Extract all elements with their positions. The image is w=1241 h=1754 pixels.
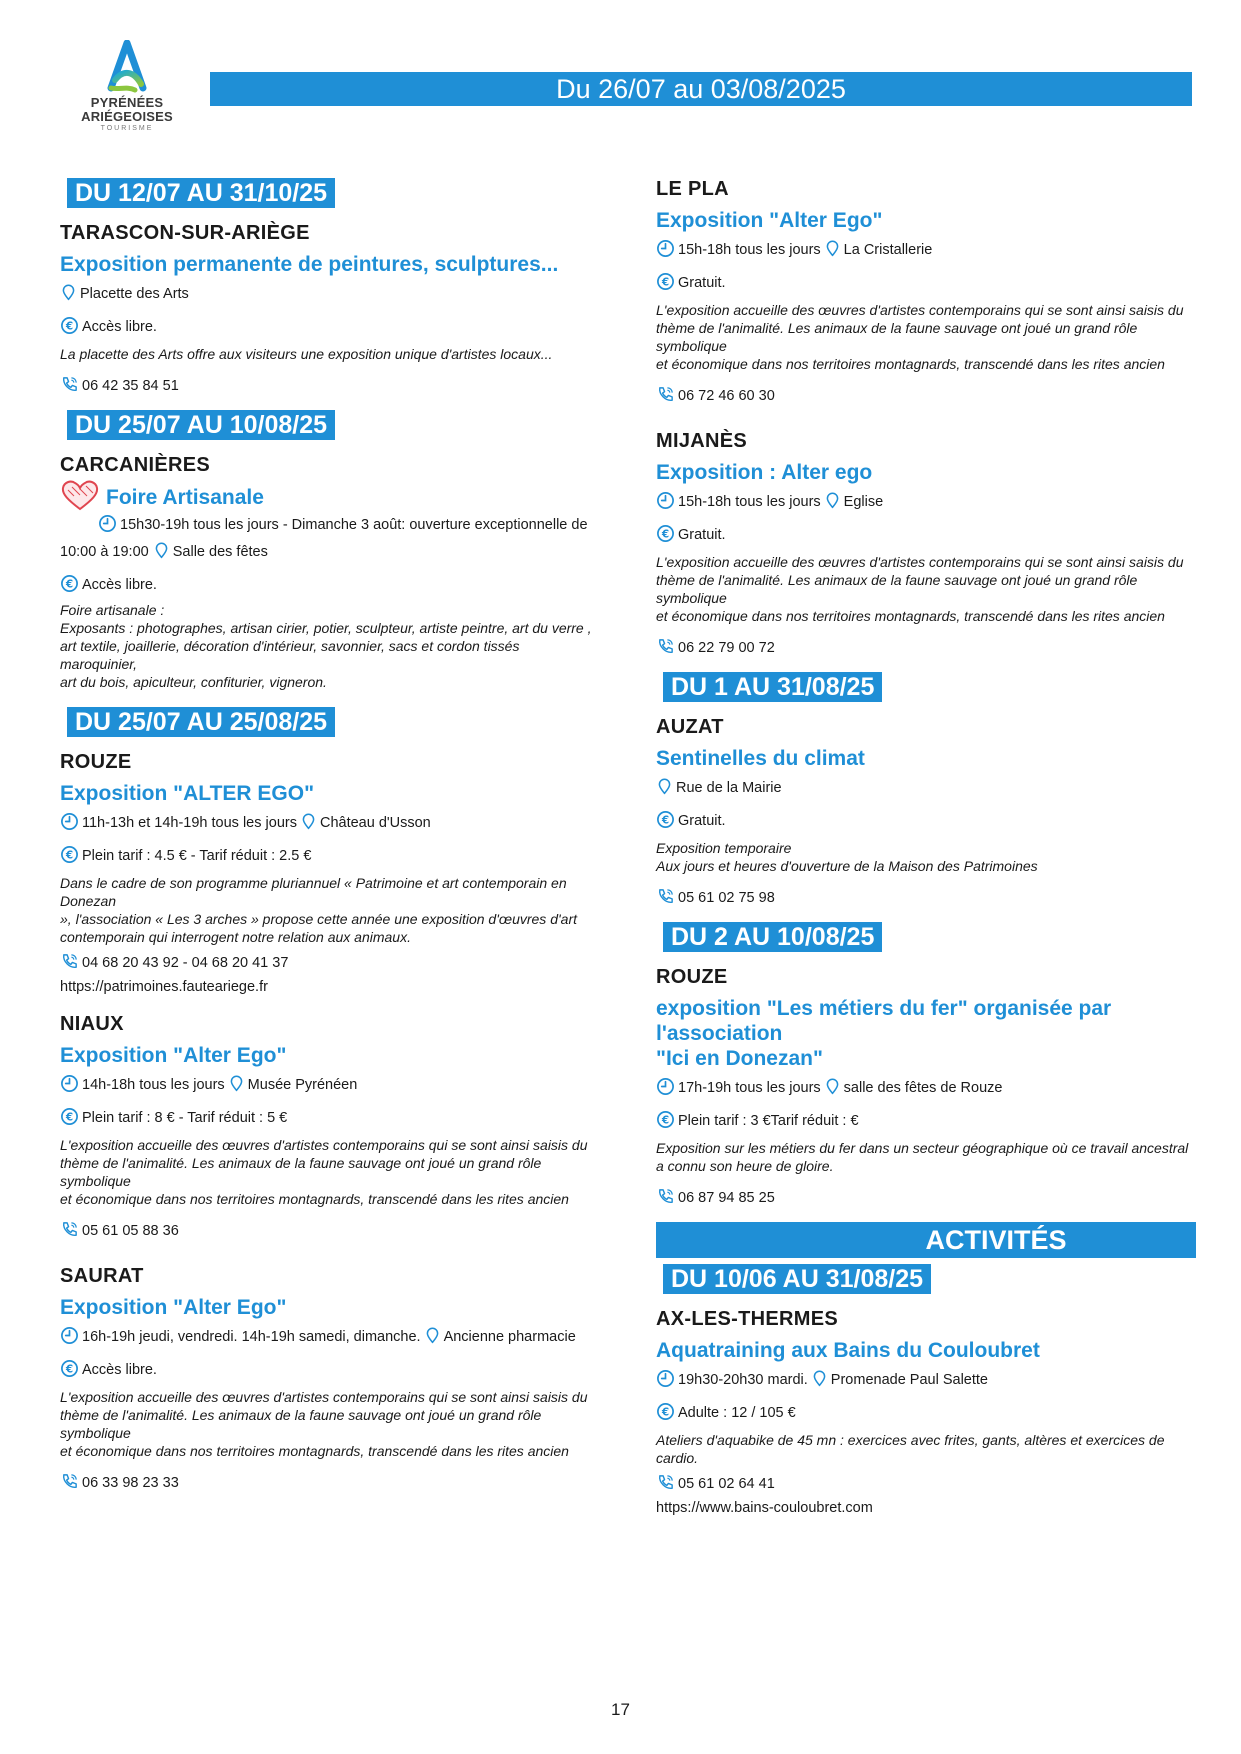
event-phone: 05 61 05 88 36 xyxy=(60,1220,600,1241)
event-price: Gratuit. xyxy=(656,524,1196,545)
event-time-place: 14h-18h tous les jours Musée Pyrénéen xyxy=(60,1074,600,1095)
event-website-link[interactable]: https://www.bains-couloubret.com xyxy=(656,1500,873,1516)
event-title[interactable]: Foire Artisanale xyxy=(60,478,600,512)
event-time-place: 17h-19h tous les jours salle des fêtes de Rouze xyxy=(656,1077,1196,1098)
event-phone: 06 22 79 00 72 xyxy=(656,637,1196,658)
event-town: MIJANÈS xyxy=(656,430,748,452)
event-price: Accès libre. xyxy=(60,1359,600,1380)
event-title[interactable]: Sentinelles du climat xyxy=(656,747,865,770)
clock-icon xyxy=(98,514,117,533)
event-phone: 05 61 02 64 41 xyxy=(656,1473,1196,1494)
phone-icon xyxy=(60,1220,79,1239)
event-description: L'exposition accueille des œuvres d'artistes contemporains qui se sont ainsi saisis du thème de l'animalité. Les animaux de la faune sauvage ont joué un grand rôle symbolique et économique dans nos territoires montagnards, transcendé dans les rites ancien xyxy=(656,554,1184,624)
clock-icon xyxy=(60,1326,79,1345)
event-ax-les-thermes xyxy=(656,1306,1196,1518)
location-pin-icon xyxy=(811,1369,828,1388)
event-carcanieres xyxy=(60,452,600,691)
event-phone: 06 42 35 84 51 xyxy=(60,375,600,396)
event-town: LE PLA xyxy=(656,178,729,200)
location-pin-icon xyxy=(300,812,317,831)
event-phone: 05 61 02 75 98 xyxy=(656,887,1196,908)
event-title[interactable]: Aquatraining aux Bains du Couloubret xyxy=(656,1339,1040,1362)
event-description: Foire artisanale : Exposants : photographes, artisan cirier, potier, sculpteur, artiste peintre, art du verre , art textile, joaillerie, décoration d'intérieur, savonnier, sacs et cordon tissés maroquinier, art du bois, apiculteur, confiturier, vigneron. xyxy=(60,602,592,690)
event-time-place: 15h-18h tous les jours La Cristallerie xyxy=(656,239,1196,260)
event-price: Gratuit. xyxy=(656,272,1196,293)
euro-icon xyxy=(60,574,79,593)
clock-icon xyxy=(656,1077,675,1096)
clock-icon xyxy=(656,239,675,258)
phone-icon xyxy=(656,1187,675,1206)
clock-icon xyxy=(60,1074,79,1093)
event-title[interactable]: Exposition "Alter Ego" xyxy=(60,1296,287,1319)
date-header: DU 25/07 AU 25/08/25 xyxy=(60,707,335,737)
location-pin-icon xyxy=(824,491,841,510)
event-time: 15h30-19h tous les jours - Dimanche 3 août: ouverture exceptionnelle de xyxy=(60,514,600,535)
event-phone: 04 68 20 43 92 - 04 68 20 41 37 xyxy=(60,952,600,973)
event-place: Rue de la Mairie xyxy=(656,777,1196,798)
event-rouze-metiers-fer xyxy=(656,964,1196,1208)
event-website-link[interactable]: https://patrimoines.fauteariege.fr xyxy=(60,979,268,995)
event-description: La placette des Arts offre aux visiteurs une exposition unique d'artistes locaux... xyxy=(60,346,553,362)
euro-icon xyxy=(656,272,675,291)
event-price: Plein tarif : 3 €Tarif réduit : € xyxy=(656,1110,1196,1131)
event-time-place: 19h30-20h30 mardi. Promenade Paul Salette xyxy=(656,1369,1196,1390)
event-description: L'exposition accueille des œuvres d'artistes contemporains qui se sont ainsi saisis du thème de l'animalité. Les animaux de la faune sauvage ont joué un grand rôle symbolique et économique dans nos territoires montagnards, transcendé dans les rites ancien xyxy=(60,1137,588,1207)
event-town: NIAUX xyxy=(60,1013,124,1035)
euro-icon xyxy=(60,316,79,335)
right-column xyxy=(656,176,1196,1532)
page-number: 17 xyxy=(611,1700,630,1719)
logo-line1: PYRÉNÉES xyxy=(90,95,164,110)
event-price: Plein tarif : 4.5 € - Tarif réduit : 2.5 € xyxy=(60,845,600,866)
event-description: Exposition sur les métiers du fer dans un secteur géographique où ce travail ancestral a connu son heure de gloire. xyxy=(656,1140,1189,1174)
left-column xyxy=(60,178,600,1507)
logo-a-icon xyxy=(105,40,149,96)
event-phone: 06 33 98 23 33 xyxy=(60,1472,600,1493)
euro-icon xyxy=(656,1402,675,1421)
location-pin-icon xyxy=(153,541,170,560)
euro-icon xyxy=(656,524,675,543)
location-pin-icon xyxy=(424,1326,441,1345)
event-price: Gratuit. xyxy=(656,810,1196,831)
event-description: Dans le cadre de son programme pluriannuel « Patrimoine et art contemporain en Donezan », l'association « Les 3 arches » propose cette année une exposition d'œuvres d'art contemporain qui interrogent notre relation aux animaux. xyxy=(60,875,577,945)
event-time-place: 11h-13h et 14h-19h tous les jours Château d'Usson xyxy=(60,812,600,833)
event-niaux xyxy=(60,1011,600,1241)
event-town: AX-LES-THERMES xyxy=(656,1308,838,1330)
event-price: Accès libre. xyxy=(60,316,600,337)
event-town: AUZAT xyxy=(656,716,724,738)
clock-icon xyxy=(656,1369,675,1388)
location-pin-icon xyxy=(60,283,77,302)
euro-icon xyxy=(656,1110,675,1129)
phone-icon xyxy=(60,375,79,394)
location-pin-icon xyxy=(824,1077,841,1096)
event-price: Accès libre. xyxy=(60,574,600,595)
clock-icon xyxy=(60,812,79,831)
event-town: SAURAT xyxy=(60,1265,144,1287)
event-time-place: 15h-18h tous les jours Eglise xyxy=(656,491,1196,512)
phone-icon xyxy=(656,637,675,656)
euro-icon xyxy=(656,810,675,829)
phone-icon xyxy=(60,952,79,971)
phone-icon xyxy=(656,385,675,404)
event-town: CARCANIÈRES xyxy=(60,454,210,476)
date-header: DU 12/07 AU 31/10/25 xyxy=(60,178,335,208)
date-header: DU 25/07 AU 10/08/25 xyxy=(60,410,335,440)
event-description: Exposition temporaire Aux jours et heures d'ouverture de la Maison des Patrimoines xyxy=(656,840,1038,874)
event-title[interactable]: exposition "Les métiers du fer" organisée par l'association "Ici en Donezan" xyxy=(656,997,1112,1070)
event-phone: 06 72 46 60 30 xyxy=(656,385,1196,406)
event-town: TARASCON-SUR-ARIÈGE xyxy=(60,222,310,244)
date-header: DU 10/06 AU 31/08/25 xyxy=(656,1264,931,1294)
event-title[interactable]: Exposition "Alter Ego" xyxy=(60,1044,287,1067)
event-price: Adulte : 12 / 105 € xyxy=(656,1402,1196,1423)
event-place: Placette des Arts xyxy=(60,283,600,304)
event-title[interactable]: Exposition "ALTER EGO" xyxy=(60,782,315,805)
date-header: DU 1 AU 31/08/25 xyxy=(656,672,882,702)
phone-icon xyxy=(656,887,675,906)
event-rouze-alter-ego xyxy=(60,749,600,997)
euro-icon xyxy=(60,1359,79,1378)
event-time-place: 16h-19h jeudi, vendredi. 14h-19h samedi, dimanche. Ancienne pharmacie xyxy=(60,1326,600,1347)
event-description: Ateliers d'aquabike de 45 mn : exercices avec frites, gants, altères et exercices de cardio. xyxy=(656,1432,1165,1466)
event-description: L'exposition accueille des œuvres d'artistes contemporains qui se sont ainsi saisis du thème de l'animalité. Les animaux de la faune sauvage ont joué un grand rôle symbolique et économique dans nos territoires montagnards, transcendé dans les rites ancien xyxy=(60,1389,588,1459)
event-time-place: 10:00 à 19:00 Salle des fêtes xyxy=(60,541,600,562)
event-town: ROUZE xyxy=(656,966,728,988)
location-pin-icon xyxy=(824,239,841,258)
event-mijanes xyxy=(656,428,1196,658)
euro-icon xyxy=(60,845,79,864)
clock-icon xyxy=(656,491,675,510)
phone-icon xyxy=(656,1473,675,1492)
event-title[interactable]: Exposition permanente de peintures, sculptures... xyxy=(60,253,559,276)
phone-icon xyxy=(60,1472,79,1491)
location-pin-icon xyxy=(228,1074,245,1093)
event-price: Plein tarif : 8 € - Tarif réduit : 5 € xyxy=(60,1107,600,1128)
event-phone: 06 87 94 85 25 xyxy=(656,1187,1196,1208)
event-le-pla xyxy=(656,176,1196,406)
event-town: ROUZE xyxy=(60,751,132,773)
event-auzat xyxy=(656,714,1196,908)
euro-icon xyxy=(60,1107,79,1126)
event-title[interactable]: Exposition "Alter Ego" xyxy=(656,209,883,232)
period-banner: Du 26/07 au 03/08/2025 xyxy=(210,72,1192,106)
date-header: DU 2 AU 10/08/25 xyxy=(656,922,882,952)
event-title[interactable]: Exposition : Alter ego xyxy=(656,461,873,484)
logo xyxy=(72,40,182,132)
logo-line2: ARIÉGEOISES xyxy=(81,109,173,124)
event-description: L'exposition accueille des œuvres d'artistes contemporains qui se sont ainsi saisis du thème de l'animalité. Les animaux de la faune sauvage ont joué un grand rôle symbolique et économique dans nos territoires montagnards, transcendé dans les rites ancien xyxy=(656,302,1184,372)
event-tarascon xyxy=(60,220,600,396)
location-pin-icon xyxy=(656,777,673,796)
activities-header: ACTIVITÉS xyxy=(656,1222,1196,1258)
heart-icon xyxy=(60,478,100,512)
logo-line3: TOURISME xyxy=(100,125,154,132)
event-saurat xyxy=(60,1263,600,1493)
